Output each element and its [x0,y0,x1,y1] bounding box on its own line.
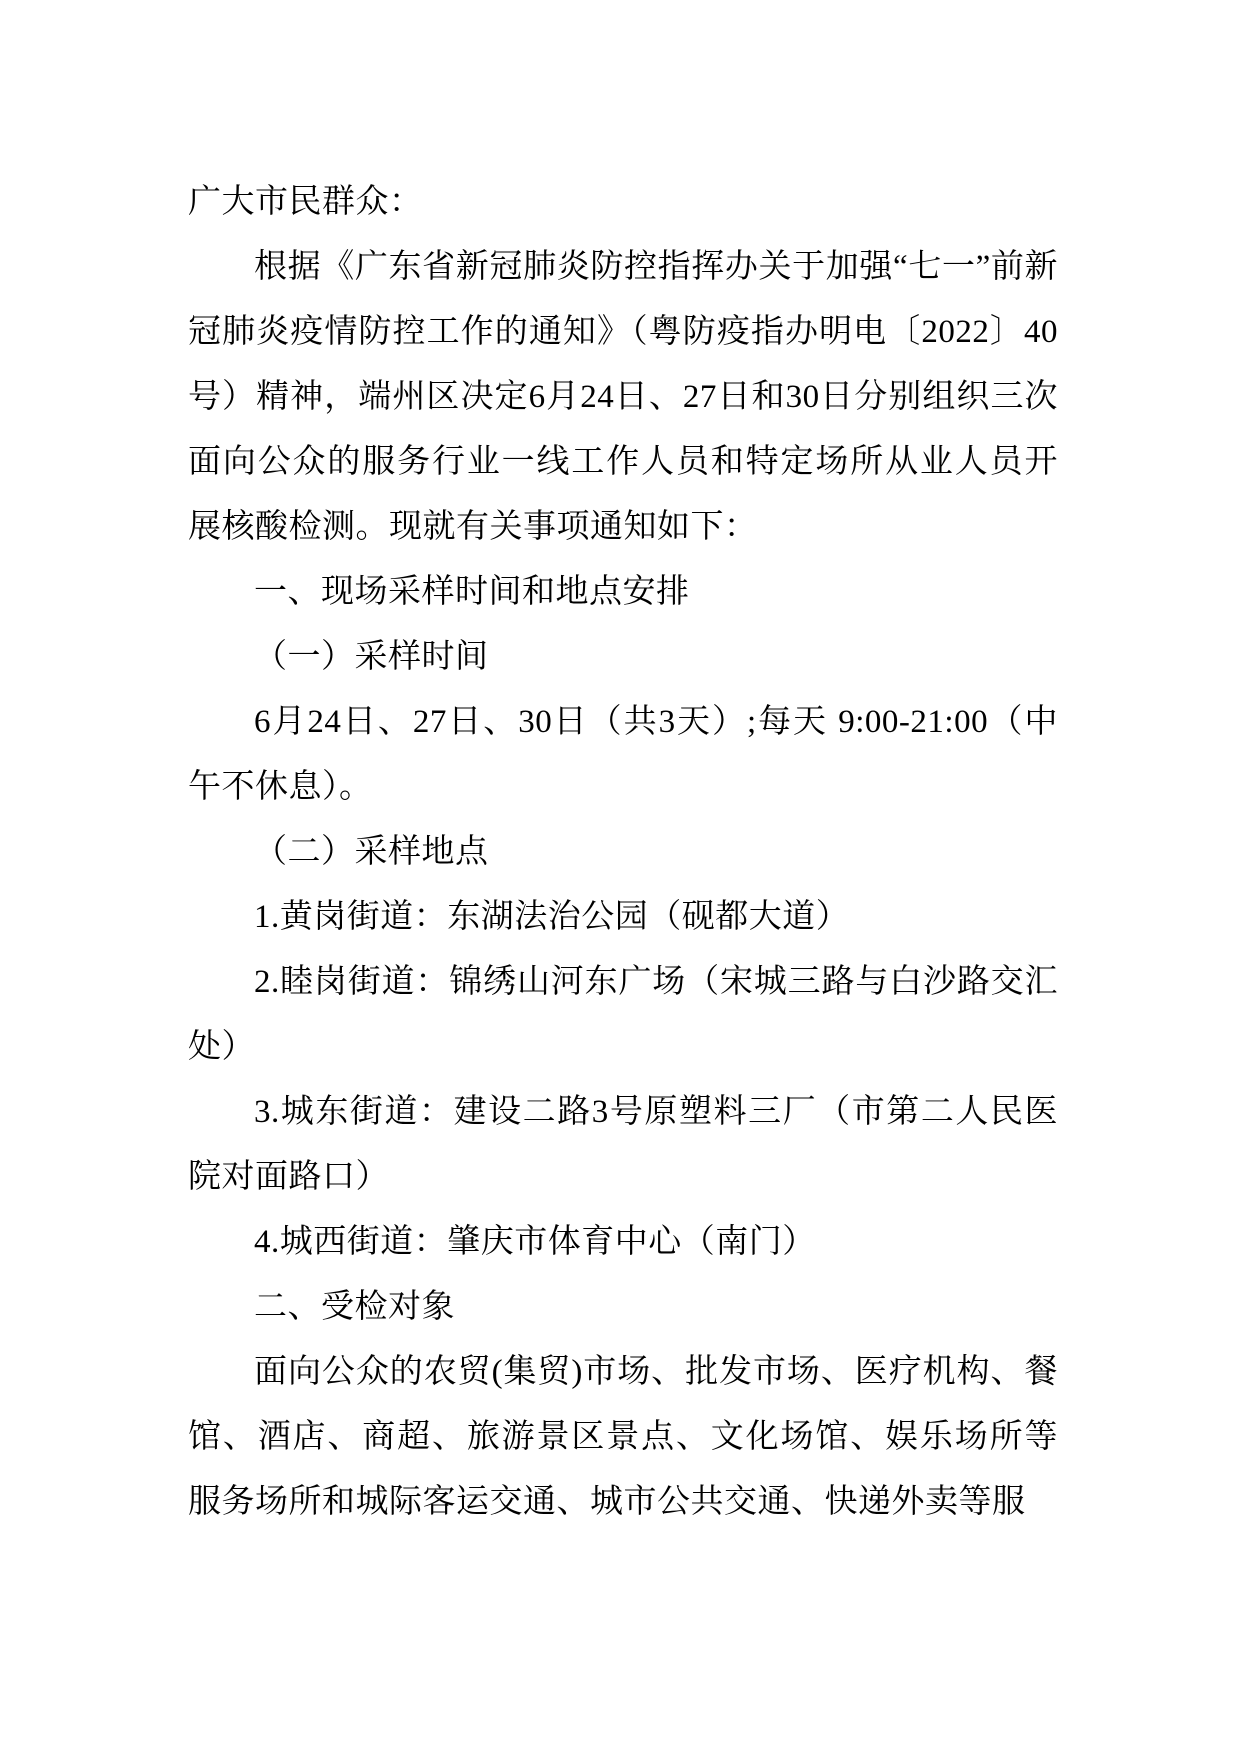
intro-paragraph: 根据《广东省新冠肺炎防控指挥办关于加强“七一”前新冠肺炎疫情防控工作的通知》（粤防疫指办明电〔2022〕40号）精神，端州区决定6月24日、27日和30日分别组织三次面向公众的服务行业一线工作人员和特定场所从业人员开展核酸检测。现就有关事项通知如下： [188,249,1058,545]
location-item-3: 3.城东街道：建设二路3号原塑料三厂（市第二人民医院对面路口） [188,1094,1058,1195]
location-item-1: 1.黄岗街道：东湖法治公园（砚都大道） [254,899,850,935]
salutation: 广大市民群众： [188,184,423,220]
target-groups-paragraph: 面向公众的农贸(集贸)市场、批发市场、医疗机构、餐馆、酒店、商超、旅游景区景点、文化场馆、娱乐场所等服务场所和城际客运交通、城市公共交通、快递外卖等服 [188,1354,1058,1520]
subsection-heading-time: （一）采样时间 [254,639,489,675]
section-heading-2: 二、受检对象 [254,1289,455,1325]
location-item-2: 2.睦岗街道：锦绣山河东广场（宋城三路与白沙路交汇处） [188,964,1058,1065]
section-heading-1: 一、现场采样时间和地点安排 [254,574,690,610]
location-item-4: 4.城西街道：肇庆市体育中心（南门） [254,1224,816,1260]
subsection-heading-location: （二）采样地点 [254,834,489,870]
sampling-time-paragraph: 6月24日、27日、30日（共3天）;每天 9:00-21:00（中午不休息）。 [188,704,1058,805]
document-body [188,170,1058,1535]
